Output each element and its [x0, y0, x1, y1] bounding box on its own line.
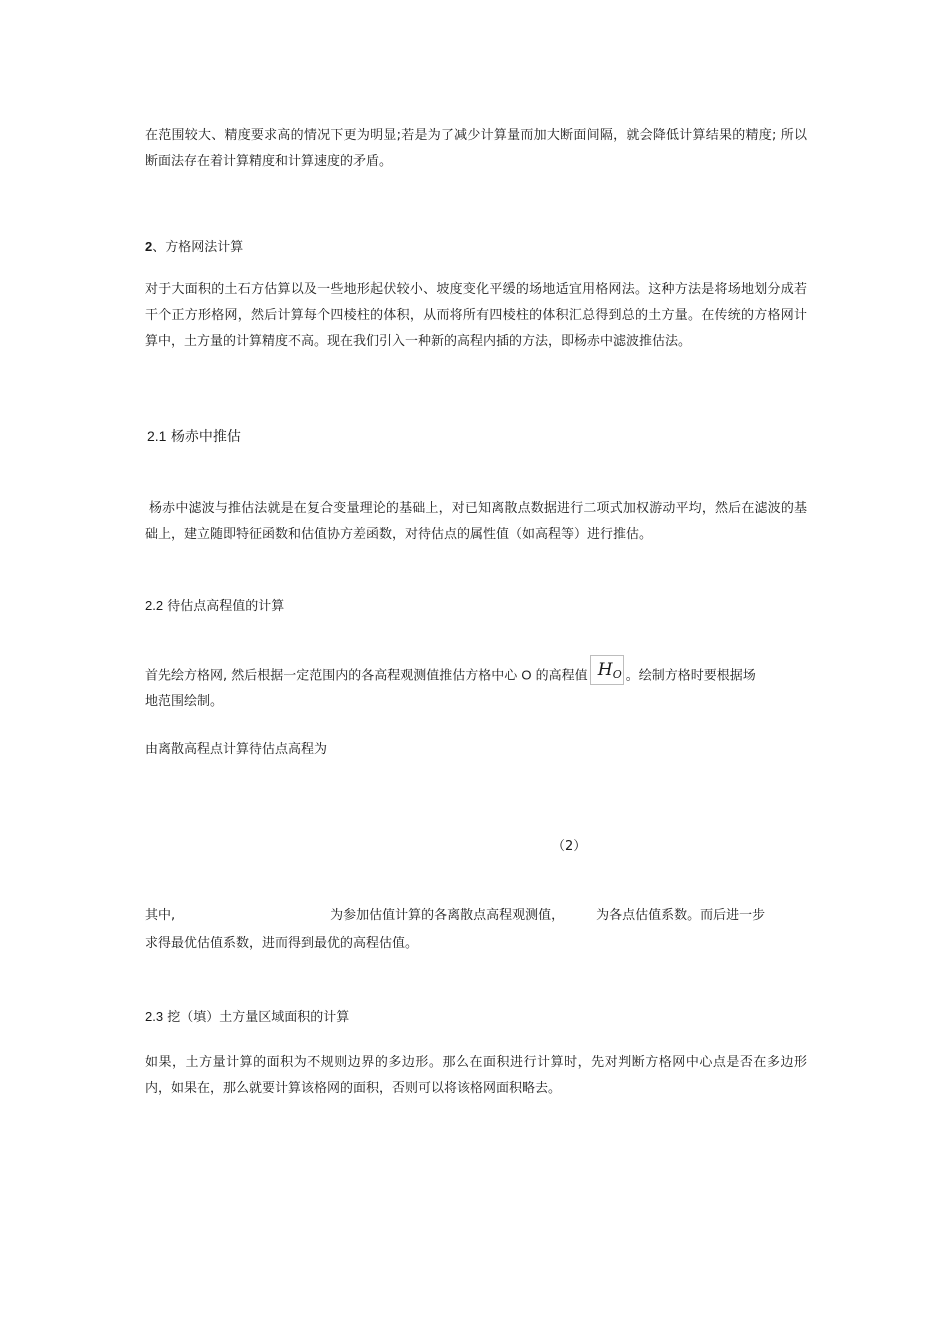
point-o-label: O [521, 667, 532, 683]
section-2-1-number: 2.1 [147, 428, 167, 444]
section-2-2-text-after: 。绘制方格时要根据场 [625, 668, 756, 684]
where-coefficients-text: 为各点估值系数。而后进一步 [596, 908, 766, 923]
section-2-heading [145, 234, 243, 261]
equation-number: （2） [552, 839, 587, 854]
section-2-2-title: 待估点高程值的计算 [167, 599, 285, 614]
section-2-body: 对于大面积的土石方估算以及一些地形起伏较小、坡度变化平缓的场地适宜用格网法。这种方法是将场地划分成若干个正方形格网，然后计算每个四棱柱的体积，从而将所有四棱柱的体积汇总得到总的土方量。在传统的方格网计算中，土方量的计算精度不高。现在我们引入一种新的高程内插的方法，即杨赤中滤波推估法。 [145, 282, 807, 349]
section-2-1-body: 杨赤中滤波与推估法就是在复合变量理论的基础上，对已知离散点数据进行二项式加权游动平均，然后在滤波的基础上，建立随即特征函数和估值协方差函数，对待估点的属性值（如高程等）进行推估。 [145, 501, 807, 542]
section-2-3-title: 挖（填）土方量区域面积的计算 [167, 1010, 350, 1025]
section-2-2-text-before: 首先绘方格网, 然后根据一定范围内的各高程观测值推估方格中心 [145, 668, 518, 684]
where-prefix: 其中, [145, 908, 176, 923]
intro-paragraph: 在范围较大、精度要求高的情况下更为明显;若是为了减少计算量而加大断面间隔，就会降低计算结果的精度; 所以断面法存在着计算精度和计算速度的矛盾。 [145, 128, 807, 169]
section-2-3-body: 如果，土方量计算的面积为不规则边界的多边形。那么在面积进行计算时，先对判断方格网中心点是否在多边形内，如果在，那么就要计算该格网的面积，否则可以将该格网面积略去。 [145, 1055, 807, 1096]
section-2-3-number: 2.3 [145, 1009, 164, 1024]
formula-intro: 由离散高程点计算待估点高程为 [145, 742, 328, 757]
section-2-1-heading [147, 423, 241, 450]
section-2-1-title: 杨赤中推估 [170, 429, 241, 445]
formula-o-subscript: O [612, 668, 622, 681]
formula-h-symbol: H [597, 660, 613, 680]
section-2-number: 2 [145, 239, 153, 254]
section-2-2-line2: 地范围绘制。 [145, 694, 224, 709]
section-2-2-line1 [145, 661, 756, 691]
section-2-title: 、方格网法计算 [152, 240, 244, 255]
section-2-2-text-mid: 的高程值 [535, 668, 588, 684]
section-2-2-heading [145, 593, 284, 620]
section-2-3-heading [145, 1004, 349, 1031]
section-2-2-number: 2.2 [145, 598, 164, 613]
formula-h-o-image [590, 655, 624, 685]
where-line2: 求得最优估值系数，进而得到最优的高程估值。 [145, 936, 419, 951]
where-line1 [145, 903, 765, 929]
where-observations-text: 为参加估值计算的各离散点高程观测值， [330, 908, 565, 923]
